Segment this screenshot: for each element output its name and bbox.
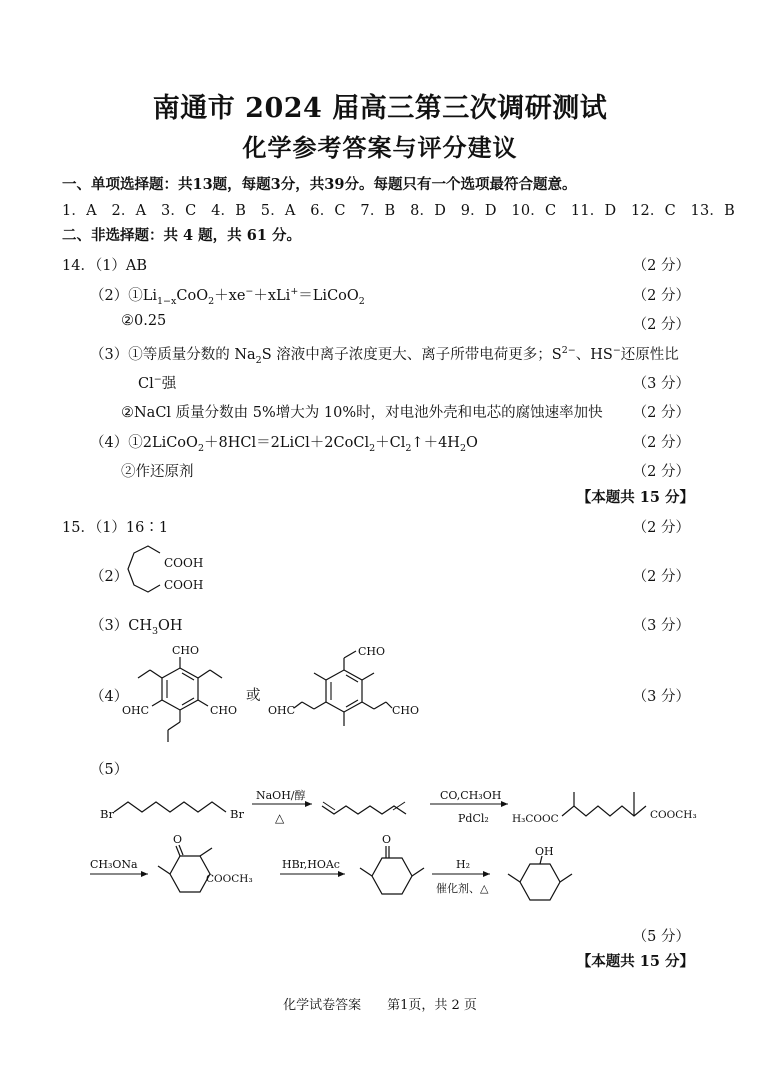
q14-total: 【本题共 15 分】 [576, 489, 694, 506]
cho-label: CHO [392, 704, 420, 717]
carbonyl-o-label: O [173, 833, 183, 846]
arrow5-condition: 催化剂、△ [436, 882, 489, 895]
q15-part3: $(3)CH_3OH$ [90, 618, 183, 637]
q15-part4-label: （4） [90, 689, 129, 705]
q15-total: 【本题共 15 分】 [576, 953, 694, 970]
q15-part1-score: （2 分） [632, 520, 690, 536]
q14-part2a-score: （2 分） [632, 288, 690, 304]
q15-part2-score: （2 分） [632, 569, 690, 585]
ohc-label: OHC [268, 704, 296, 717]
ohc-label: OHC [122, 704, 150, 717]
q14-part3a-score: （3 分） [632, 376, 690, 392]
q14-part2a: $(2)①Li_{1-x}CoO_2+xe^-+xLi^+=LiCoO_2$ [90, 286, 365, 307]
ester-right-label: COOCH₃ [650, 809, 697, 821]
q15-part2-structure [120, 545, 220, 595]
q15-part5-label: （5） [90, 762, 129, 778]
section1-answers: 1．A 2．A 3．C 4．B 5．A 6．C 7．B 8．D 9．D 10．C 11．D 12．C 13．B [62, 203, 735, 219]
cho-label: CHO [172, 644, 200, 657]
ester-left-label: H₃COOC [512, 813, 559, 825]
cooh-label-top: COOH [164, 556, 204, 570]
cooch3-label: COOCH₃ [206, 873, 253, 885]
q15-part4-or: 或 [246, 688, 261, 704]
br-label: Br [230, 807, 244, 821]
arrow-head-icon [141, 871, 148, 877]
q15-part3-score: （3 分） [632, 618, 690, 634]
arrow-head-icon [305, 801, 312, 807]
q14-part4b: ②作还原剂 [121, 464, 194, 480]
q15-synthesis-row2 [0, 826, 760, 926]
q14-part2b-score: （2 分） [632, 317, 690, 333]
arrow3-reagent: CH₃ONa [90, 858, 138, 871]
q14-part4a: $(4)①2LiCoO_2+8HCl=2LiCl+2CoCl_2+Cl_2↑+4H_2O$ [90, 435, 478, 454]
arrow-head-icon [338, 871, 345, 877]
arrow-head-icon [501, 801, 508, 807]
q14-part3a-cont: Cl−强 [138, 374, 177, 392]
arrow2-catalyst: PdCl₂ [458, 812, 489, 825]
page-footer: 化学试卷答案 第1页，共 2 页 [283, 998, 477, 1013]
q14-part2b: ②0.25 [121, 313, 167, 329]
cho-label: CHO [358, 645, 386, 658]
q14-part3b-score: （2 分） [632, 405, 690, 421]
arrow1-reagent: NaOH/醇 [256, 789, 306, 802]
arrow5-reagent: H₂ [456, 858, 471, 871]
cho-label: CHO [210, 704, 238, 717]
cooh-label-bottom: COOH [164, 578, 204, 592]
arrow4-reagent: HBr,HOAc [282, 858, 340, 871]
q15-part5-score: （5 分） [632, 929, 690, 945]
q15-part4-score: （3 分） [632, 689, 690, 705]
arrow-head-icon [483, 871, 490, 877]
q14-part1-score: （2 分） [632, 258, 690, 274]
q15-part4-structure-b [266, 640, 426, 770]
section1-heading: 一、单项选择题：共13题，每题3分，共39分。每题只有一个选项最符合题意。 [62, 176, 577, 193]
q15-part2-label: （2） [90, 569, 129, 585]
page-subtitle: 化学参考答案与评分建议 [242, 133, 518, 162]
q14-part4b-score: （2 分） [632, 464, 690, 480]
q15-part1: 15．（1）16∶1 [62, 520, 169, 536]
q14-part3a: （3）①等质量分数的 $Na_2S$ 溶液中离子浓度更大、离子所带电荷更多；$S^{2-}$、HS−还原性比 [90, 345, 679, 366]
arrow1-condition: △ [275, 811, 285, 825]
page-title: 南通市 2024 届高三第三次调研测试 [152, 93, 608, 124]
q15-part4-structure-a [118, 640, 248, 770]
carbonyl-o-label: O [382, 833, 392, 846]
q14-part3b: ②NaCl 质量分数由 5%增大为 10%时，对电池外壳和电芯的腐蚀速率加快 [121, 405, 603, 421]
section2-heading: 二、非选择题：共 4 题，共 61 分。 [62, 227, 301, 244]
arrow2-reagent: CO,CH₃OH [440, 789, 502, 802]
q14-part4a-score: （2 分） [632, 435, 690, 451]
q14-part1: 14．（1）AB [62, 258, 148, 274]
hydroxyl-label: OH [535, 845, 554, 858]
br-label: Br [100, 807, 114, 821]
